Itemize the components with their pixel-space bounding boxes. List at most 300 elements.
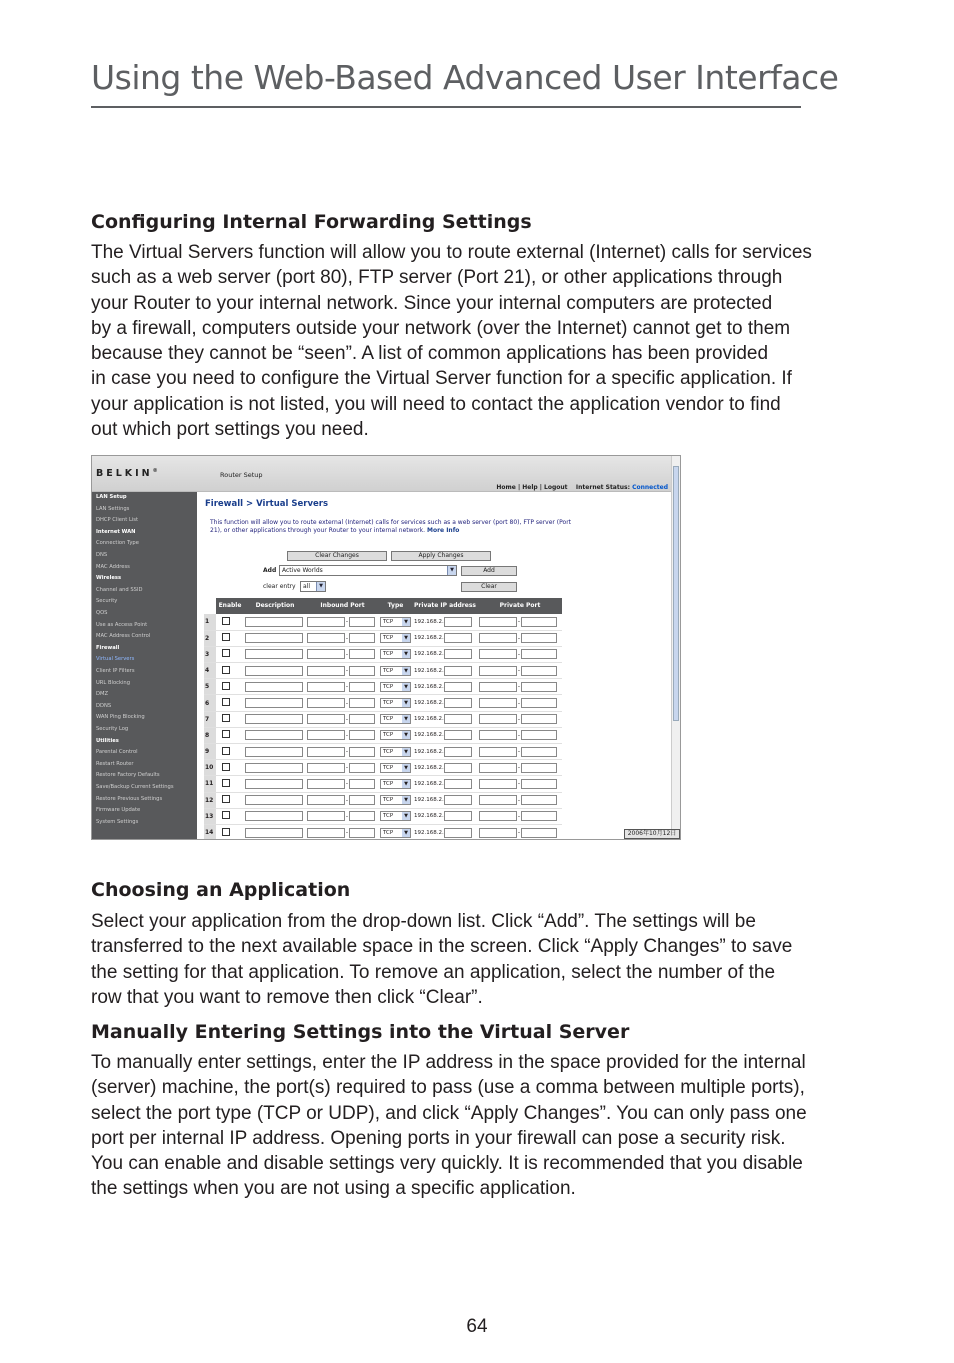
private-ip-input[interactable] bbox=[444, 714, 472, 724]
apply-changes-button[interactable]: Apply Changes bbox=[391, 551, 491, 561]
type-select[interactable] bbox=[380, 730, 411, 740]
private-port-end-input[interactable] bbox=[521, 811, 557, 821]
description-input[interactable] bbox=[245, 730, 303, 740]
private-ip-input[interactable] bbox=[444, 779, 472, 789]
enable-checkbox[interactable] bbox=[222, 795, 230, 803]
private-ip-input[interactable] bbox=[444, 633, 472, 643]
section-heading-configuring: Configuring Internal Forwarding Settings bbox=[91, 211, 532, 233]
port-separator: - bbox=[517, 650, 521, 658]
private-port-end-input[interactable] bbox=[521, 698, 557, 708]
private-port-cell bbox=[478, 760, 562, 776]
private-port-end-input[interactable] bbox=[521, 828, 557, 838]
description-cell bbox=[244, 695, 306, 711]
sidebar-item[interactable]: Save/Backup Current Settings bbox=[96, 784, 174, 790]
inbound-port-start-input[interactable] bbox=[307, 649, 345, 659]
port-separator: - bbox=[517, 618, 521, 626]
private-port-cell bbox=[478, 646, 562, 662]
private-ip-prefix: 192.168.2. bbox=[414, 813, 444, 820]
table-row bbox=[204, 695, 562, 711]
paragraph-line: transferred to the next available space in the screen. Click “Apply Changes” to save bbox=[91, 936, 793, 958]
type-select[interactable] bbox=[380, 649, 411, 659]
private-port-end-input[interactable] bbox=[521, 763, 557, 773]
paragraph-line: because they cannot be “seen”. A list of common applications has been provided bbox=[91, 343, 769, 365]
inbound-port-cell bbox=[306, 646, 379, 662]
paragraph-line: To manually enter settings, enter the IP address in the space provided for the internal bbox=[91, 1052, 806, 1073]
type-select-value: TCP bbox=[383, 716, 394, 723]
type-select-value: TCP bbox=[383, 618, 394, 625]
private-port-end-input[interactable] bbox=[521, 666, 557, 676]
sidebar-item[interactable]: Connection Type bbox=[96, 540, 139, 547]
screenshot-main bbox=[197, 492, 673, 840]
description-cell bbox=[244, 776, 306, 792]
chevron-down-icon: ▼ bbox=[402, 715, 410, 723]
description-cell bbox=[244, 663, 306, 679]
router-screenshot bbox=[91, 455, 681, 840]
private-ip-prefix: 192.168.2. bbox=[414, 651, 444, 658]
port-separator: - bbox=[517, 699, 521, 707]
sidebar-item[interactable]: Security bbox=[96, 598, 118, 605]
sidebar-item[interactable]: DMZ bbox=[96, 691, 109, 698]
enable-checkbox[interactable] bbox=[222, 730, 230, 738]
description-input[interactable] bbox=[245, 617, 303, 627]
type-select-value: TCP bbox=[383, 683, 394, 690]
description-input[interactable] bbox=[245, 779, 303, 789]
enable-checkbox[interactable] bbox=[222, 747, 230, 755]
port-separator: - bbox=[345, 829, 349, 837]
type-cell bbox=[379, 695, 412, 711]
type-select[interactable] bbox=[380, 795, 411, 805]
private-ip-prefix: 192.168.2. bbox=[414, 667, 444, 674]
paragraph-line: in case you need to configure the Virtual Server function for a specific application. If bbox=[91, 368, 792, 390]
enable-checkbox[interactable] bbox=[222, 811, 230, 819]
private-ip-prefix: 192.168.2. bbox=[414, 618, 444, 625]
private-port-end-input[interactable] bbox=[521, 747, 557, 757]
paragraph-line: out which port settings you need. bbox=[91, 419, 369, 441]
enable-checkbox[interactable] bbox=[222, 714, 230, 722]
table-body bbox=[204, 614, 562, 840]
port-separator: - bbox=[345, 683, 349, 691]
private-ip-cell bbox=[412, 646, 478, 662]
paragraph-line: The Virtual Servers function will allow you to route external (Internet) calls for services bbox=[91, 242, 812, 263]
row-number: 6 bbox=[204, 695, 216, 711]
paragraph-line: Select your application from the drop-down list. Click “Add”. The settings will be bbox=[91, 911, 756, 932]
enable-cell bbox=[216, 776, 244, 792]
inbound-port-end-input[interactable] bbox=[349, 698, 375, 708]
private-ip-input[interactable] bbox=[444, 811, 472, 821]
page-number: 64 bbox=[466, 1316, 488, 1337]
private-port-end-input[interactable] bbox=[521, 795, 557, 805]
private-port-cell bbox=[478, 614, 562, 630]
private-port-start-input[interactable] bbox=[479, 633, 517, 643]
section-heading-manual: Manually Entering Settings into the Virtual Server bbox=[91, 1021, 630, 1043]
private-ip-input[interactable] bbox=[444, 617, 472, 627]
inbound-port-start-input[interactable] bbox=[307, 633, 345, 643]
enable-checkbox[interactable] bbox=[222, 666, 230, 674]
inbound-port-cell bbox=[306, 808, 379, 824]
description-cell bbox=[244, 711, 306, 727]
enable-checkbox[interactable] bbox=[222, 617, 230, 625]
private-port-start-input[interactable] bbox=[479, 811, 517, 821]
description-input[interactable] bbox=[245, 714, 303, 724]
type-select[interactable] bbox=[380, 617, 411, 627]
private-port-end-input[interactable] bbox=[521, 779, 557, 789]
sidebar-item[interactable]: QOS bbox=[96, 610, 108, 616]
table-row bbox=[204, 679, 562, 695]
enable-checkbox[interactable] bbox=[222, 633, 230, 641]
clear-entry-select[interactable] bbox=[300, 581, 326, 592]
type-select[interactable] bbox=[380, 633, 411, 643]
inbound-port-end-input[interactable] bbox=[349, 730, 375, 740]
more-info-link[interactable]: More Info bbox=[426, 527, 460, 534]
row-number: 4 bbox=[204, 663, 216, 679]
private-ip-input[interactable] bbox=[444, 795, 472, 805]
sidebar-item[interactable]: Restart Router bbox=[96, 760, 134, 767]
enable-cell bbox=[216, 808, 244, 824]
private-port-cell bbox=[478, 727, 562, 743]
port-separator: - bbox=[517, 683, 521, 691]
row-number: 1 bbox=[204, 614, 216, 630]
enable-checkbox[interactable] bbox=[222, 763, 230, 771]
type-cell bbox=[379, 824, 412, 840]
sidebar-item[interactable]: LAN Settings bbox=[96, 505, 130, 512]
inbound-port-cell bbox=[306, 792, 379, 808]
type-select[interactable] bbox=[380, 714, 411, 724]
sidebar-item[interactable]: Restore Previous Settings bbox=[96, 795, 163, 802]
row-number: 8 bbox=[204, 727, 216, 743]
chevron-down-icon: ▼ bbox=[402, 699, 410, 707]
type-select-value: TCP bbox=[383, 764, 394, 771]
sidebar-item[interactable]: DDNS bbox=[96, 702, 112, 709]
private-ip-prefix: 192.168.2. bbox=[414, 764, 444, 771]
private-port-end-input[interactable] bbox=[521, 730, 557, 740]
private-ip-cell bbox=[412, 630, 478, 646]
type-cell bbox=[379, 679, 412, 695]
add-label: Add bbox=[263, 567, 277, 574]
sidebar-item[interactable]: Client IP Filters bbox=[96, 668, 135, 674]
table-row bbox=[204, 614, 562, 630]
top-links bbox=[496, 484, 668, 491]
private-ip-prefix: 192.168.2. bbox=[414, 700, 444, 707]
description-input[interactable] bbox=[245, 795, 303, 805]
description-input[interactable] bbox=[245, 828, 303, 838]
inbound-port-start-input[interactable] bbox=[307, 730, 345, 740]
port-separator: - bbox=[517, 667, 521, 675]
table-row bbox=[204, 711, 562, 727]
inbound-port-end-input[interactable] bbox=[349, 811, 375, 821]
private-port-cell bbox=[478, 808, 562, 824]
inbound-port-cell bbox=[306, 711, 379, 727]
description-cell bbox=[244, 727, 306, 743]
sidebar-item[interactable]: URL Blocking bbox=[96, 679, 130, 686]
private-ip-input[interactable] bbox=[444, 682, 472, 692]
enable-checkbox[interactable] bbox=[222, 682, 230, 690]
private-ip-prefix: 192.168.2. bbox=[414, 732, 444, 739]
description-cell bbox=[244, 646, 306, 662]
row-number: 11 bbox=[204, 776, 216, 792]
private-ip-input[interactable] bbox=[444, 698, 472, 708]
inbound-port-end-input[interactable] bbox=[349, 747, 375, 757]
paragraph-configuring bbox=[91, 240, 871, 442]
sidebar-item[interactable]: DHCP Client List bbox=[96, 517, 139, 524]
top-nav-links[interactable]: Home | Help | Logout bbox=[496, 484, 568, 491]
enable-cell bbox=[216, 727, 244, 743]
type-cell bbox=[379, 760, 412, 776]
description-input[interactable] bbox=[245, 666, 303, 676]
column-header: Enable bbox=[216, 598, 244, 614]
sidebar-item[interactable]: MAC Address Control bbox=[96, 633, 151, 640]
inbound-port-end-input[interactable] bbox=[349, 617, 375, 627]
description-input[interactable] bbox=[245, 698, 303, 708]
enable-cell bbox=[216, 663, 244, 679]
inbound-port-start-input[interactable] bbox=[307, 811, 345, 821]
inbound-port-start-input[interactable] bbox=[307, 714, 345, 724]
chevron-down-icon: ▼ bbox=[402, 812, 410, 820]
screenshot-sidebar bbox=[92, 492, 197, 840]
private-port-start-input[interactable] bbox=[479, 795, 517, 805]
private-port-end-input[interactable] bbox=[521, 682, 557, 692]
paragraph-line: the setting for that application. To remove an application, select the number of the bbox=[91, 961, 776, 983]
description-input[interactable] bbox=[245, 633, 303, 643]
table-row bbox=[204, 808, 562, 824]
row-number: 5 bbox=[204, 679, 216, 695]
port-separator: - bbox=[345, 618, 349, 626]
sidebar-item[interactable]: Virtual Servers bbox=[96, 656, 135, 663]
enable-checkbox[interactable] bbox=[222, 698, 230, 706]
private-ip-prefix: 192.168.2. bbox=[414, 716, 444, 723]
clear-changes-button[interactable]: Clear Changes bbox=[287, 551, 387, 561]
type-select-value: TCP bbox=[383, 700, 394, 707]
type-select[interactable] bbox=[380, 698, 411, 708]
paragraph-line: (server) machine, the port(s) required to pass (use a comma between multiple ports), bbox=[91, 1077, 805, 1099]
private-port-start-input[interactable] bbox=[479, 714, 517, 724]
type-cell bbox=[379, 792, 412, 808]
private-port-start-input[interactable] bbox=[479, 682, 517, 692]
application-select-value: Active Worlds bbox=[282, 567, 323, 574]
sidebar-section-heading: Wireless bbox=[96, 575, 122, 582]
private-port-start-input[interactable] bbox=[479, 747, 517, 757]
port-separator: - bbox=[517, 731, 521, 739]
type-select-value: TCP bbox=[383, 732, 394, 739]
column-header: Private Port bbox=[478, 598, 562, 614]
private-port-end-input[interactable] bbox=[521, 633, 557, 643]
private-ip-cell bbox=[412, 776, 478, 792]
private-port-cell bbox=[478, 663, 562, 679]
chevron-down-icon: ▼ bbox=[402, 748, 410, 756]
enable-checkbox[interactable] bbox=[222, 828, 230, 836]
chevron-down-icon: ▼ bbox=[402, 731, 410, 739]
clear-button[interactable]: Clear bbox=[461, 582, 517, 592]
private-ip-prefix: 192.168.2. bbox=[414, 748, 444, 755]
type-select[interactable] bbox=[380, 763, 411, 773]
inbound-port-end-input[interactable] bbox=[349, 763, 375, 773]
inbound-port-cell bbox=[306, 744, 379, 760]
paragraph-line: your Router to your internal network. Since your internal computers are protected bbox=[91, 292, 773, 314]
type-cell bbox=[379, 711, 412, 727]
inbound-port-end-input[interactable] bbox=[349, 828, 375, 838]
inbound-port-end-input[interactable] bbox=[349, 714, 375, 724]
private-ip-input[interactable] bbox=[444, 747, 472, 757]
paragraph-manual bbox=[91, 1050, 871, 1202]
sidebar-item[interactable]: DNS bbox=[96, 552, 108, 558]
chevron-down-icon: ▼ bbox=[402, 780, 410, 788]
private-ip-cell bbox=[412, 744, 478, 760]
chevron-down-icon: ▼ bbox=[402, 683, 410, 691]
private-port-end-input[interactable] bbox=[521, 617, 557, 627]
private-ip-input[interactable] bbox=[444, 828, 472, 838]
port-separator: - bbox=[345, 731, 349, 739]
section-heading-choosing: Choosing an Application bbox=[91, 879, 351, 901]
type-select-value: TCP bbox=[383, 797, 394, 804]
row-number: 14 bbox=[204, 824, 216, 840]
inbound-port-start-input[interactable] bbox=[307, 666, 345, 676]
port-separator: - bbox=[517, 634, 521, 642]
clear-entry-label: clear entry bbox=[263, 583, 296, 590]
sidebar-item[interactable]: WAN Ping Blocking bbox=[96, 714, 145, 721]
private-port-cell bbox=[478, 695, 562, 711]
private-ip-cell bbox=[412, 679, 478, 695]
type-select[interactable] bbox=[380, 828, 411, 838]
private-port-cell bbox=[478, 679, 562, 695]
inbound-port-cell bbox=[306, 824, 379, 840]
private-ip-input[interactable] bbox=[444, 666, 472, 676]
scrollbar-thumb[interactable] bbox=[673, 466, 679, 721]
type-cell bbox=[379, 776, 412, 792]
private-ip-input[interactable] bbox=[444, 730, 472, 740]
inbound-port-start-input[interactable] bbox=[307, 682, 345, 692]
port-separator: - bbox=[345, 796, 349, 804]
paragraph-line: select the port type (TCP or UDP), and click “Apply Changes”. You can only pass one bbox=[91, 1102, 807, 1124]
add-button[interactable]: Add bbox=[461, 566, 517, 576]
table-header-row bbox=[204, 598, 562, 614]
private-port-cell bbox=[478, 630, 562, 646]
breadcrumb: Firewall > Virtual Servers bbox=[205, 499, 329, 509]
inbound-port-end-input[interactable] bbox=[349, 779, 375, 789]
column-header: Type bbox=[379, 598, 412, 614]
inbound-port-end-input[interactable] bbox=[349, 795, 375, 805]
application-select[interactable] bbox=[279, 565, 457, 576]
type-select[interactable] bbox=[380, 747, 411, 757]
private-port-start-input[interactable] bbox=[479, 828, 517, 838]
sidebar-item[interactable]: Parental Control bbox=[96, 749, 138, 756]
enable-checkbox[interactable] bbox=[222, 779, 230, 787]
private-port-start-input[interactable] bbox=[479, 649, 517, 659]
private-ip-prefix: 192.168.2. bbox=[414, 635, 444, 642]
private-ip-prefix: 192.168.2. bbox=[414, 797, 444, 804]
type-select-value: TCP bbox=[383, 829, 394, 836]
private-ip-cell bbox=[412, 711, 478, 727]
inbound-port-cell bbox=[306, 679, 379, 695]
sidebar-item[interactable]: Security Log bbox=[96, 726, 129, 732]
private-ip-cell bbox=[412, 760, 478, 776]
enable-cell bbox=[216, 679, 244, 695]
row-number: 10 bbox=[204, 760, 216, 776]
enable-cell bbox=[216, 646, 244, 662]
description-input[interactable] bbox=[245, 763, 303, 773]
inbound-port-start-input[interactable] bbox=[307, 763, 345, 773]
table-row bbox=[204, 792, 562, 808]
inbound-port-start-input[interactable] bbox=[307, 779, 345, 789]
table-row bbox=[204, 760, 562, 776]
private-port-cell bbox=[478, 792, 562, 808]
enable-cell bbox=[216, 711, 244, 727]
chevron-down-icon: ▼ bbox=[447, 566, 456, 575]
chevron-down-icon: ▼ bbox=[402, 634, 410, 642]
page-title: Using the Web-Based Advanced User Interface bbox=[91, 58, 839, 97]
type-select-value: TCP bbox=[383, 635, 394, 642]
port-separator: - bbox=[345, 748, 349, 756]
private-port-end-input[interactable] bbox=[521, 649, 557, 659]
sidebar-item[interactable]: System Settings bbox=[96, 818, 139, 825]
type-select[interactable] bbox=[380, 682, 411, 692]
private-port-start-input[interactable] bbox=[479, 617, 517, 627]
private-port-start-input[interactable] bbox=[479, 666, 517, 676]
type-select[interactable] bbox=[380, 666, 411, 676]
private-port-start-input[interactable] bbox=[479, 730, 517, 740]
port-separator: - bbox=[345, 650, 349, 658]
private-port-start-input[interactable] bbox=[479, 779, 517, 789]
private-ip-input[interactable] bbox=[444, 763, 472, 773]
inbound-port-end-input[interactable] bbox=[349, 633, 375, 643]
table-row bbox=[204, 776, 562, 792]
inbound-port-end-input[interactable] bbox=[349, 666, 375, 676]
type-select-value: TCP bbox=[383, 780, 394, 787]
private-ip-input[interactable] bbox=[444, 649, 472, 659]
private-port-cell bbox=[478, 744, 562, 760]
private-ip-cell bbox=[412, 792, 478, 808]
private-ip-cell bbox=[412, 824, 478, 840]
sidebar-item[interactable]: Use as Access Point bbox=[96, 621, 148, 628]
sidebar-item[interactable]: Restore Factory Defaults bbox=[96, 772, 160, 779]
table-row bbox=[204, 663, 562, 679]
inbound-port-start-input[interactable] bbox=[307, 795, 345, 805]
description-input[interactable] bbox=[245, 649, 303, 659]
table-row bbox=[204, 727, 562, 743]
private-port-start-input[interactable] bbox=[479, 763, 517, 773]
description-input[interactable] bbox=[245, 682, 303, 692]
inbound-port-start-input[interactable] bbox=[307, 698, 345, 708]
intro-text bbox=[210, 519, 580, 535]
inbound-port-end-input[interactable] bbox=[349, 649, 375, 659]
inbound-port-start-input[interactable] bbox=[307, 617, 345, 627]
enable-cell bbox=[216, 614, 244, 630]
private-ip-cell bbox=[412, 614, 478, 630]
row-number: 9 bbox=[204, 744, 216, 760]
type-select[interactable] bbox=[380, 779, 411, 789]
description-input[interactable] bbox=[245, 747, 303, 757]
type-select[interactable] bbox=[380, 811, 411, 821]
enable-cell bbox=[216, 824, 244, 840]
type-cell bbox=[379, 744, 412, 760]
private-port-end-input[interactable] bbox=[521, 714, 557, 724]
port-separator: - bbox=[345, 699, 349, 707]
description-input[interactable] bbox=[245, 811, 303, 821]
chevron-down-icon: ▼ bbox=[402, 618, 410, 626]
row-number: 3 bbox=[204, 646, 216, 662]
sidebar-item[interactable]: Firmware Update bbox=[96, 807, 141, 814]
column-header: Inbound Port bbox=[306, 598, 379, 614]
inbound-port-end-input[interactable] bbox=[349, 682, 375, 692]
inbound-port-start-input[interactable] bbox=[307, 747, 345, 757]
title-rule bbox=[91, 106, 801, 108]
enable-checkbox[interactable] bbox=[222, 649, 230, 657]
inbound-port-start-input[interactable] bbox=[307, 828, 345, 838]
private-port-start-input[interactable] bbox=[479, 698, 517, 708]
table-row bbox=[204, 824, 562, 840]
scrollbar[interactable] bbox=[671, 456, 680, 840]
sidebar-item[interactable]: MAC Address bbox=[96, 563, 130, 570]
virtual-servers-table bbox=[204, 598, 562, 840]
sidebar-item[interactable]: Channel and SSID bbox=[96, 586, 143, 593]
